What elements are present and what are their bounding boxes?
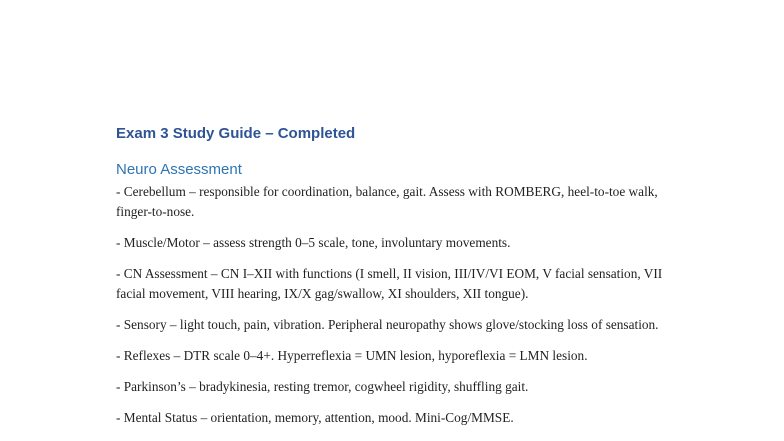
paragraph-sensory: - Sensory – light touch, pain, vibration. Peripheral neuropathy shows glove/stocking loss of sensation.: [116, 317, 659, 332]
paragraph-mental-status: - Mental Status – orientation, memory, attention, mood. Mini-Cog/MMSE.: [116, 410, 514, 425]
paragraph-muscle-motor: - Muscle/Motor – assess strength 0–5 scale, tone, involuntary movements.: [116, 235, 511, 250]
paragraph-reflexes: - Reflexes – DTR scale 0–4+. Hyperreflexia = UMN lesion, hyporeflexia = LMN lesion.: [116, 348, 588, 363]
paragraph-cerebellum: - Cerebellum – responsible for coordination, balance, gait. Assess with ROMBERG, heel-to-toe walk, finger-to-nose.: [116, 184, 658, 219]
paragraph-parkinsons: - Parkinson’s – bradykinesia, resting tremor, cogwheel rigidity, shuffling gait.: [116, 379, 529, 394]
paragraph-cn-assessment: - CN Assessment – CN I–XII with functions (I smell, II vision, III/IV/VI EOM, V facial sensation, VII facial movement, VIII hearing, IX/X gag/swallow, XI shoulders, XII tongue).: [116, 266, 663, 301]
document-body: [116, 123, 676, 439]
document-title: Exam 3 Study Guide – Completed: [116, 125, 356, 142]
section-heading: Neuro Assessment: [116, 161, 242, 178]
